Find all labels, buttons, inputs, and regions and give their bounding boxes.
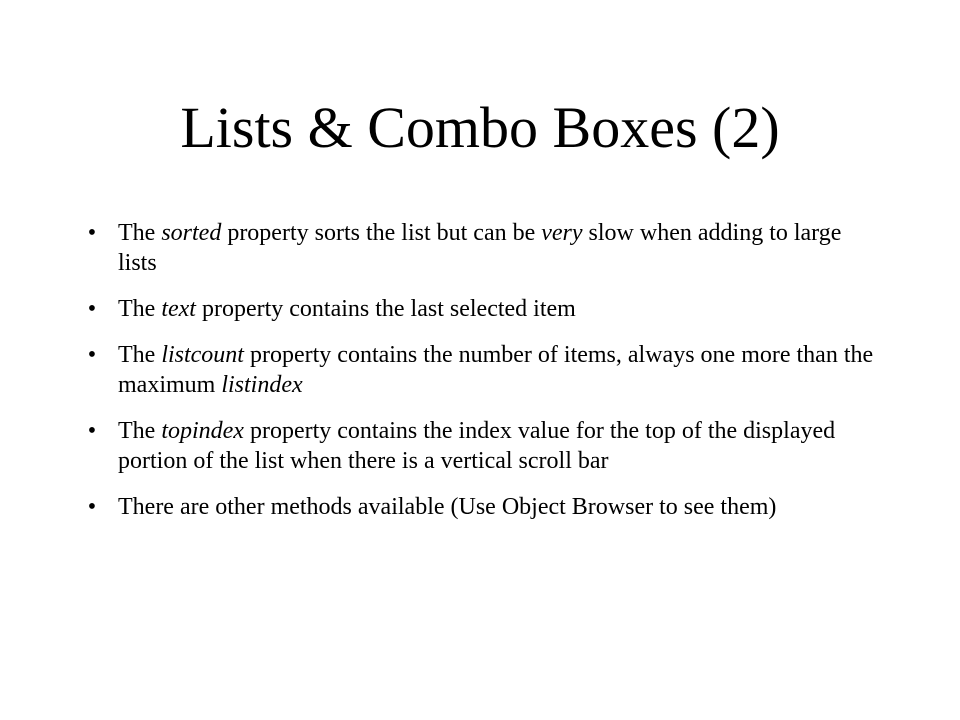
text-segment: The [118,418,162,444]
text-segment: The [118,220,162,246]
bullet-marker: • [87,342,97,368]
bullet-item [80,492,880,522]
bullet-item [80,218,880,278]
bullet-text [118,494,776,520]
text-segment: property sorts the list but can be [221,220,542,246]
text-segment: property contains the number of items, always one more than the maximum [118,342,874,398]
bullet-item [80,416,880,476]
bullet-marker: • [87,418,97,444]
text-segment: property contains the last selected item [195,296,576,322]
bullet-text [118,342,873,398]
italic-term: listindex [221,372,303,398]
bullet-item [80,294,880,324]
bullet-text [118,418,835,474]
italic-term: very [541,220,583,246]
text-segment: slow when adding to large lists [118,220,842,276]
text-segment: The [118,296,162,322]
text-segment: There are other methods available (Use Object Browser to see them) [118,494,777,520]
italic-term: topindex [161,418,244,444]
text-segment: The [118,342,162,368]
bullet-text [118,220,841,276]
bullet-marker: • [87,220,97,246]
slide-title: Lists & Combo Boxes (2) [180,95,780,160]
bullet-text [118,296,576,322]
bullet-marker: • [87,296,97,322]
bullet-marker: • [87,494,97,520]
italic-term: sorted [161,220,222,246]
italic-term: listcount [161,342,244,368]
bullet-list [80,218,880,538]
italic-term: text [161,296,196,322]
bullet-item [80,340,880,400]
text-segment: property contains the index value for the top of the displayed portion of the list when there is a vertical scroll bar [118,418,836,474]
